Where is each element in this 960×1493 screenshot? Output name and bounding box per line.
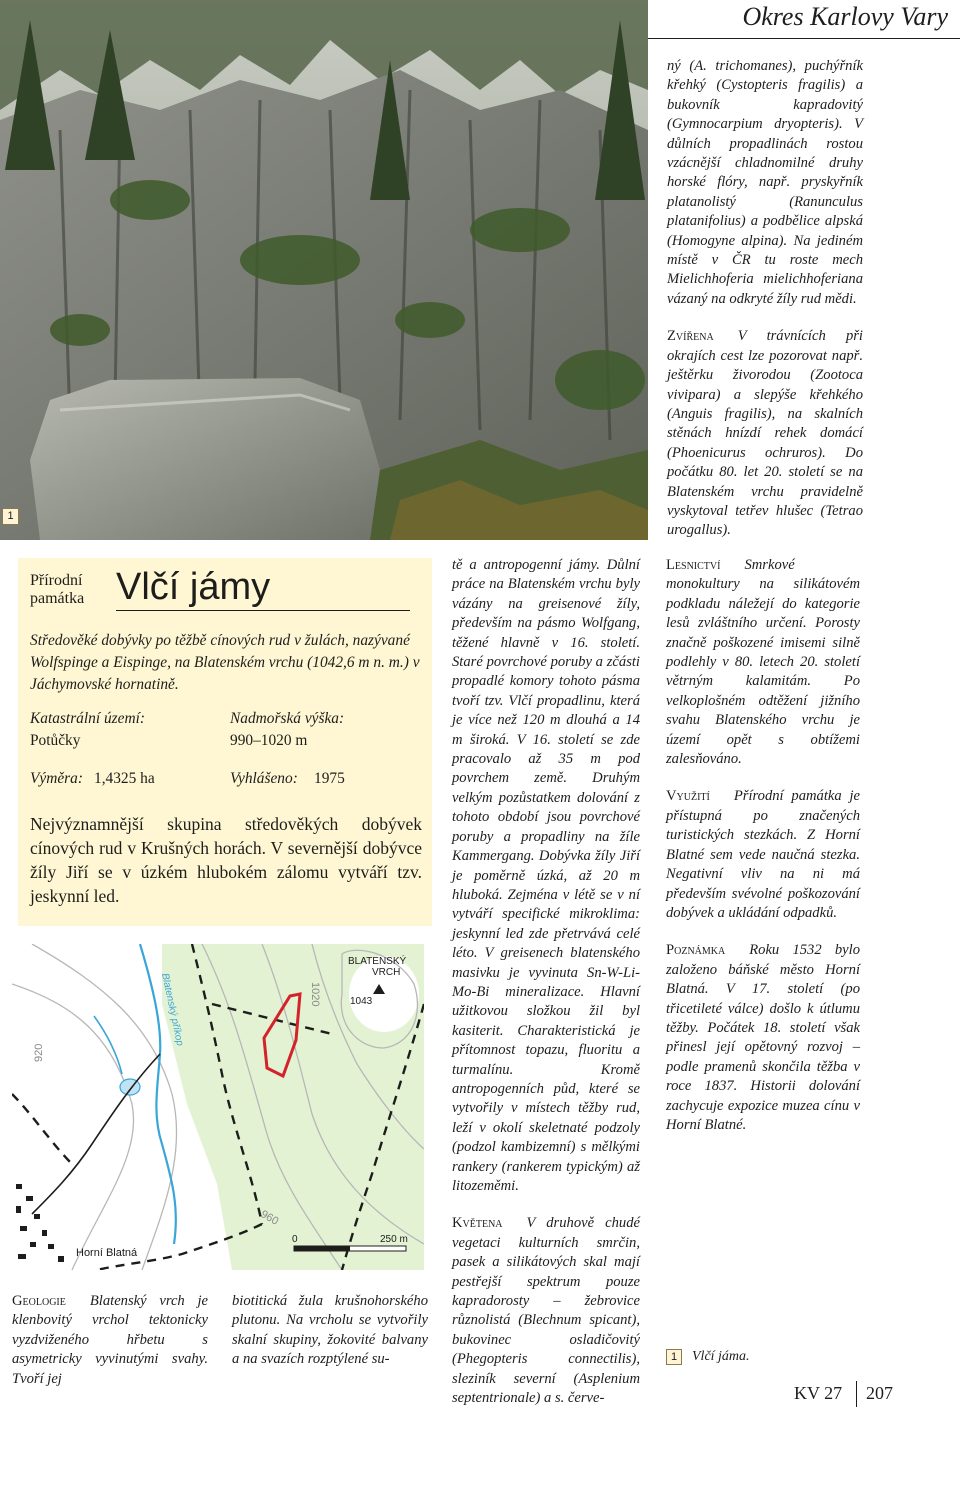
use-heading: Využití: [666, 788, 710, 805]
town-label: Horní Blatná: [76, 1247, 138, 1259]
geology-heading: Geologie: [12, 1293, 66, 1309]
creek-label: Blatenský příkop: [159, 972, 186, 1047]
scale-start-label: 0: [292, 1234, 298, 1245]
hill-label-line-2: VRCH: [372, 967, 401, 978]
fauna-paragraph: [667, 327, 863, 540]
header-rule: [640, 38, 960, 39]
geology-text-1: Blatenský vrch je klenbovitý vrchol tektonicky vyzdviženého hřbetu s asymetricky vyvinutými svahy. Tvoří jej: [12, 1293, 208, 1387]
use-paragraph: [666, 787, 860, 923]
district-page-code: KV 27: [794, 1383, 843, 1403]
footer-divider: [856, 1381, 857, 1407]
use-text: Přírodní památka je přístupná po značených turistických stezkách. Z Horní Blatné sem vede naučná stezka. Negativní vliv na ni má především svévolné poškozování dobývek a ukládání odpadků.: [666, 788, 860, 921]
altitude-label: Nadmořská výška:: [230, 710, 345, 727]
geology-column-1: [12, 1292, 208, 1389]
declared-label: Vyhlášeno:: [230, 770, 298, 787]
reserve-description: Nejvýznamnější skupina středověkých dobývek cínových rud v Krušných horách. V severnější dobývce žíly Jiří se v úzkém hlubokém zálomu vytváří tzv. jeskynní led.: [30, 814, 422, 906]
location-map: [12, 944, 424, 1270]
cadastre-label: Katastrální území:: [30, 710, 146, 727]
note-paragraph: [666, 941, 860, 1135]
scale-end-label: 250 m: [380, 1234, 408, 1245]
flora-text: V druhově chudé vegetaci kulturních smrčin, pasek a silikátových skal mají pestřejší spektrum pouze kapradorosty – žebrovice různolistá (Blechnum spicant), bukovinec osladičovitý (Phegopteris connectilis), sleziník severní (Asplenium septentrionale) a s. červe-: [452, 1215, 640, 1407]
altitude-value: 990–1020 m: [230, 732, 308, 749]
forestry-paragraph: [666, 556, 860, 769]
flora-continued-text: ný (A. trichomanes), puchýřník křehký (Cystopteris fragilis) a bukovník kapradovitý (Gymnocarpium dryopteris). V důlních propadlinách rostou vzácnější chladnomilné druhy horské flóry, např. pryskyřník platanolistý (Ranunculus platanifolius) a podbělice alpská (Homogyne alpina). Na jediném místě v ČR tu roste mech Mielichhoferia mielichhoferiana vázaný na odkryté žíly rud mědi.: [667, 58, 863, 307]
cadastre-value: Potůčky: [30, 732, 81, 749]
photo-illustration: [0, 0, 648, 540]
fauna-text: V trávnících při okrajích cest lze pozorovat např. ještěrku živorodou (Zootoca vivipara) a slepýše křehkého (Anguis fragilis), na skalních stěnách hnízdí rehek domácí (Phoenicurus ochruros). Do počátku 80. let 20. století se na Blatenském vrchu pravidelně vyskytoval tetřev hlušec (Tetrao urogallus).: [667, 328, 863, 539]
district-title: Okres Karlovy Vary: [742, 2, 948, 31]
contour-label-960: 960: [258, 1208, 281, 1228]
geology-paragraph: [12, 1292, 208, 1389]
title-rule: [116, 610, 410, 611]
page-header: [640, 0, 960, 40]
note-text: Roku 1532 bylo založeno báňské město Horní Blatná. V 17. století (po třicetileté válce) došlo k útlumu těžby. Počátek 18. století však přinesl její opětovný rozvoj – podle pramenů skončila těžba v roce 1837. Historii dolování zachycuje expozice muzea cínu v Horní Blatné.: [666, 942, 860, 1133]
area-label: Výměra:: [30, 770, 83, 787]
note-heading: Poznámka: [666, 942, 726, 959]
declared-value: 1975: [314, 770, 345, 787]
map-drawing: [12, 944, 424, 1270]
forestry-text: Smrkové monokultury na silikátovém podkladu náležejí do kategorie lesů zvláštního určení. Porosty značně poškozené imisemi silně podlehly v 80. letech 20. století větrným kalamitám. Po velkoplošném odtěžení jižního svahu Blatenského vrchu je území opět s obtížemi zalesňováno.: [666, 557, 860, 768]
caption-number-badge: 1: [666, 1349, 682, 1365]
right-top-column: [667, 57, 863, 541]
flora-heading: Květena: [452, 1215, 503, 1232]
reserve-kind-line-1: Přírodní: [30, 572, 83, 589]
summit-elevation-label: 1043: [350, 996, 373, 1007]
geology-continued-text: tě a antropogenní jámy. Důlní práce na Blatenském vrchu byly vázány na greisenové žíly, především na pásmo Wolfgang, těžené hlavně v 16. století. Staré povrchové poruby a zčásti propadlé komory tohoto pásma tvoří tzv. Vlčí propadlinu, která je více než 120 m dlouhá a 14 m široká. V 16. století se zde pracovalo až 35 m pod povrchem země. Druhým velkým pozůstatkem dolování z tohoto období jsou povrchové poruby a propadliny na žíle Kammergang. Dobývka žíly Jiří je poměrně úzká, až 20 m hluboká. Zejména v létě se v ní vytváří specifické mikroklima: jeskynní led zde přetrvává celé léto. V greisenech blatenského masivku je vyvinuta Sn-W-Li-Mo-Bi mineralizace. Hlavní užitkovou složkou žil byl kasiterit. Charakteristická je přítomnost topazu, fluoritu a turmalínu. Kromě antropogenních půd, které se vytvořily v místech těžby rud, leží v okolí skeletnaté podzoly (podzol kambizemní) s mělkými rankery (rankerem typickým) až litozeměmi.: [452, 557, 640, 1194]
forestry-heading: Lesnictví: [666, 557, 721, 573]
flora-paragraph: [452, 1214, 640, 1408]
page-number: 207: [866, 1383, 893, 1403]
reserve-subtitle: Středověké dobývky po těžbě cínových rud v žulách, nazývané Wolfspinge a Eispinge, na Blatenském vrchu (1042,6 m n. m.) v Jáchymovské hornatině.: [30, 632, 420, 693]
area-value: 1,4325 ha: [94, 770, 155, 787]
photo-caption: [666, 1349, 750, 1365]
geology-column-2: [232, 1292, 428, 1370]
right-bottom-column: [666, 556, 860, 1135]
rock-gorge-photo: [0, 0, 648, 540]
fauna-heading: Zvířena: [667, 328, 714, 345]
geology-text-2: biotitická žula krušnohorského plutonu. Na vrcholu se vytvořily skalní skupiny, žokovité balvany a na svazích rozptýlené su-: [232, 1293, 428, 1368]
contour-label-1020: 1020: [309, 982, 321, 1007]
photo-number-badge: 1: [2, 508, 19, 525]
reserve-kind: [30, 572, 84, 608]
reserve-kind-line-2: památka: [30, 590, 85, 607]
reserve-name: Vlčí jámy: [116, 566, 271, 608]
contour-label-920: 920: [33, 1043, 45, 1062]
caption-text: Vlčí jáma.: [692, 1349, 750, 1364]
hill-label-line-1: BLATENSKÝ: [348, 956, 407, 967]
middle-column: [452, 556, 640, 1408]
reserve-info-box: [18, 558, 432, 926]
